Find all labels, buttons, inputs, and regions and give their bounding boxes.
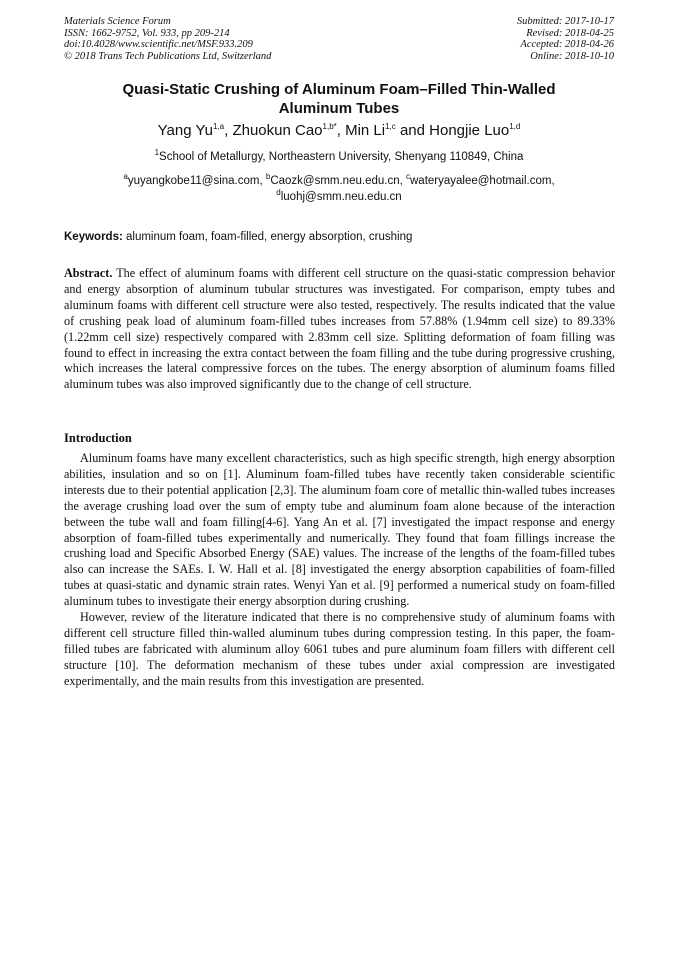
journal-name: Materials Science Forum [64,16,171,27]
revised-date: Revised: 2018-04-25 [526,27,614,39]
author-name: Yang Yu [157,122,213,139]
email-sep: , [259,175,266,187]
author-name: Hongjie Luo [429,122,510,139]
keywords-text: aluminum foam, foam-filled, energy absorption, crushing [126,231,413,243]
copyright-line: © 2018 Trans Tech Publications Ltd, Switzerland [64,50,272,62]
abstract-label: Abstract. [64,266,113,280]
publication-dates [517,16,614,62]
email-sep: , [551,175,555,187]
issn-line: ISSN: 1662-9752, Vol. 933, pp 209-214 [64,27,230,39]
author-name: Min Li [345,122,386,139]
paper-title: Quasi-Static Crushing of Aluminum Foam–Filled Thin-Walled Aluminum Tubes [122,81,556,117]
intro-paragraph: However, review of the literature indicated that there is no comprehensive study of aluminum foams with different cell structure filled thin-walled aluminum tubes during compression testing. In this paper, the foam-filled tubes are fabricated with aluminum alloy 6061 tubes and pure aluminum foam fillers with different cell structure [10]. The deformation mechanism of these tubes under axial compression are investigated experimentally, and the main results from this investigation are presented. [64,610,615,688]
affiliation-sup: 1 [154,148,160,158]
author-sep: , [336,122,346,139]
accepted-date: Accepted: 2018-04-26 [520,39,614,51]
email-sup: c [406,172,410,182]
online-date: Online: 2018-10-10 [530,50,614,62]
email-sup: d [276,188,281,198]
keywords-label: Keywords: [64,231,123,243]
keywords [64,230,614,245]
email-link[interactable]: Caozk@smm.neu.edu.cn [270,175,400,187]
introduction-body [64,451,615,690]
journal-info [64,16,271,62]
author-sup: 1,c [385,122,396,131]
doi-line[interactable]: doi:10.4028/www.scientific.net/MSF.933.209 [64,39,253,51]
abstract-text: The effect of aluminum foams with different cell structure on the quasi-static compression behavior and energy absorption of aluminum tubular structures was investigated. For comparison, empty tubes and aluminum foams with different cell structure were also tested, respectively. The results indicated that the value of crushing peak load of aluminum foam-filled tubes increases from 57.88% (1.94mm cell size) to 89.33% (1.22mm cell size) respectively compared with 2.83mm cell size. Splitting deformation of foam filling was found to effect in increasing the extra contact between the foam filling and the tube during progressive crushing, which increases the lateral compressive forces on the tubes. The energy absorption of aluminum foams filled aluminum tubes was also improved significantly due to the change of cell structure. [64,266,615,392]
author-sep: , [224,122,233,139]
abstract [64,266,615,393]
affiliation-text: School of Metallurgy, Northeastern University, Shenyang 110849, China [159,151,524,163]
email-sep: , [399,175,406,187]
email-link[interactable]: wateryayalee@hotmail.com [410,175,552,187]
intro-paragraph: Aluminum foams have many excellent characteristics, such as high specific strength, high energy absorption abilities, insulation and so on [1]. Aluminum foam-filled tubes have recently taken considerable scientific interests due to their potential application [2,3]. The aluminum foam core of metallic thin-walled tubes increases the average crushing load over the sum of empty tube and aluminum foam alone because of the interaction between the tube wall and foam filling[4-6]. Yang An et al. [7] investigated the impact response and energy absorption of foam-filled tubes experimentally and numerically. They found that foam fillings increase the crushing load and Specific Absorbed Energy (SAE) values. The increase of the lengths of the foam-filled tubes also can increase the SAEs. I. W. Hall et al. [8] investigated the energy absorption capabilities of foam-filled tubes at quasi-static and dynamic strain rates. Wenyi Yan et al. [9] performed a numerical study on foam-filled aluminum tubes to investigate their energy absorption during crushing. [64,451,615,609]
author-emails [60,173,618,205]
affiliation [40,150,638,165]
email-sup: a [123,172,128,182]
author-name: Zhuokun Cao [232,122,323,139]
email-sup: b [265,172,271,182]
submitted-date: Submitted: 2017-10-17 [516,16,614,27]
author-sep: and [395,122,430,139]
author-list [40,121,638,141]
author-sup: 1,a [212,122,225,131]
email-link[interactable]: luohj@smm.neu.edu.cn [280,191,402,203]
section-heading-introduction: Introduction [64,431,132,445]
author-sup: 1,b* [322,122,337,131]
author-sup: 1,d [509,122,521,131]
email-link[interactable]: yuyangkobe11@sina.com [127,175,260,187]
